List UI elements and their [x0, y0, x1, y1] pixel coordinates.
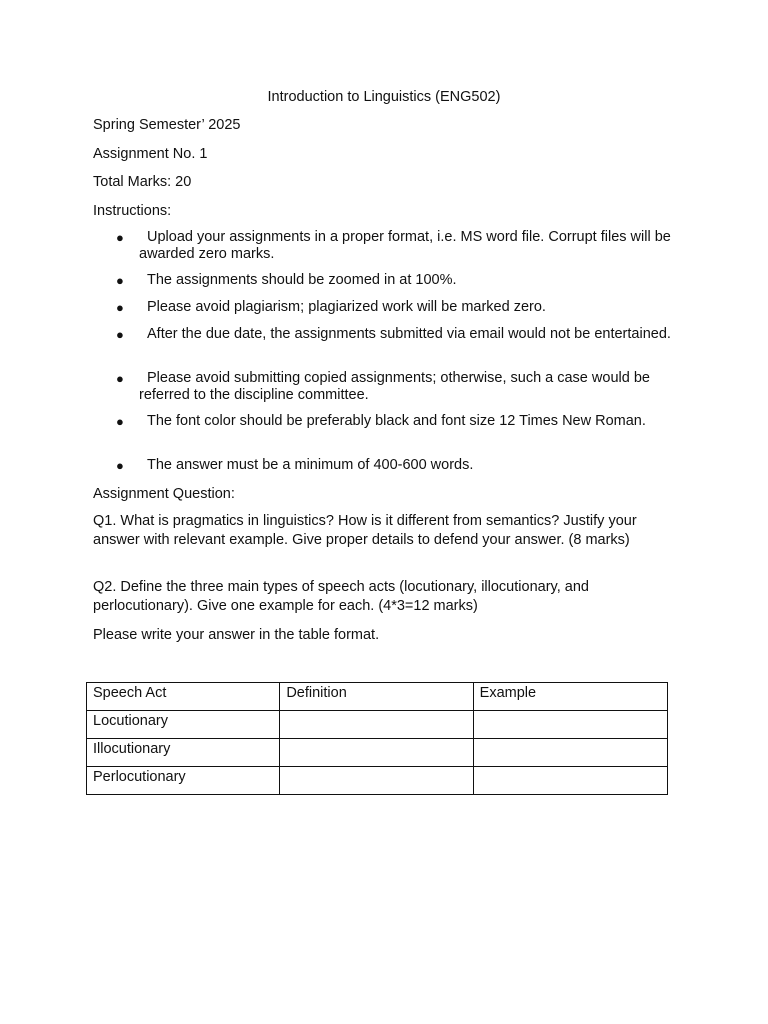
bullet-icon: ● [116, 414, 124, 429]
bullet-icon: ● [116, 300, 124, 315]
question-1: Q1. What is pragmatics in linguistics? How is it different from semantics? Justify your answer with relevant example. Give proper details to defend your answer. (8 marks) [93, 513, 637, 548]
semester-line: Spring Semester’ 2025 [93, 117, 241, 133]
definition-cell [280, 739, 473, 767]
list-item [116, 326, 676, 343]
list-item [116, 229, 676, 263]
document-title: Introduction to Linguistics (ENG502) [267, 89, 501, 105]
instruction-text: The font color should be preferably black and font size 12 Times New Roman. [147, 413, 646, 429]
list-item [116, 370, 676, 404]
speech-act-cell: Locutionary [87, 711, 280, 739]
definition-cell [280, 767, 473, 795]
list-item [116, 272, 676, 289]
speech-act-cell: Perlocutionary [87, 767, 280, 795]
table-row [87, 767, 668, 795]
total-marks: Total Marks: 20 [93, 174, 192, 190]
instructions-heading: Instructions: [93, 203, 172, 219]
example-cell [473, 711, 667, 739]
table-header-row [87, 683, 668, 711]
bullet-icon: ● [116, 371, 124, 386]
instruction-text: The assignments should be zoomed in at 100%. [147, 272, 457, 288]
header-example: Example [473, 683, 667, 711]
instruction-text: Please avoid plagiarism; plagiarized work will be marked zero. [147, 299, 546, 315]
header-definition: Definition [280, 683, 473, 711]
bullet-icon: ● [116, 273, 124, 288]
question-2: Q2. Define the three main types of speech acts (locutionary, illocutionary, and perlocutionary). Give one example for each. (4*3=12 marks) [93, 579, 589, 614]
list-item [116, 299, 676, 316]
example-cell [473, 739, 667, 767]
instruction-text: Upload your assignments in a proper format, i.e. MS word file. Corrupt files will be awarded zero marks. [139, 229, 671, 262]
definition-cell [280, 711, 473, 739]
list-item [116, 413, 676, 430]
speech-act-cell: Illocutionary [87, 739, 280, 767]
table-row [87, 739, 668, 767]
instruction-text: After the due date, the assignments submitted via email would not be entertained. [147, 326, 671, 342]
table-row [87, 711, 668, 739]
assignment-number: Assignment No. 1 [93, 146, 208, 162]
question-heading: Assignment Question: [93, 486, 235, 502]
header-speech-act: Speech Act [87, 683, 280, 711]
bullet-icon: ● [116, 327, 124, 342]
bullet-icon: ● [116, 458, 124, 473]
list-item [116, 457, 676, 474]
instruction-text: Please avoid submitting copied assignments; otherwise, such a case would be referred to the discipline committee. [139, 370, 650, 403]
example-cell [473, 767, 667, 795]
instruction-text: The answer must be a minimum of 400-600 words. [147, 457, 474, 473]
speech-acts-table [86, 682, 668, 795]
table-instruction: Please write your answer in the table format. [93, 627, 380, 643]
bullet-icon: ● [116, 230, 124, 245]
